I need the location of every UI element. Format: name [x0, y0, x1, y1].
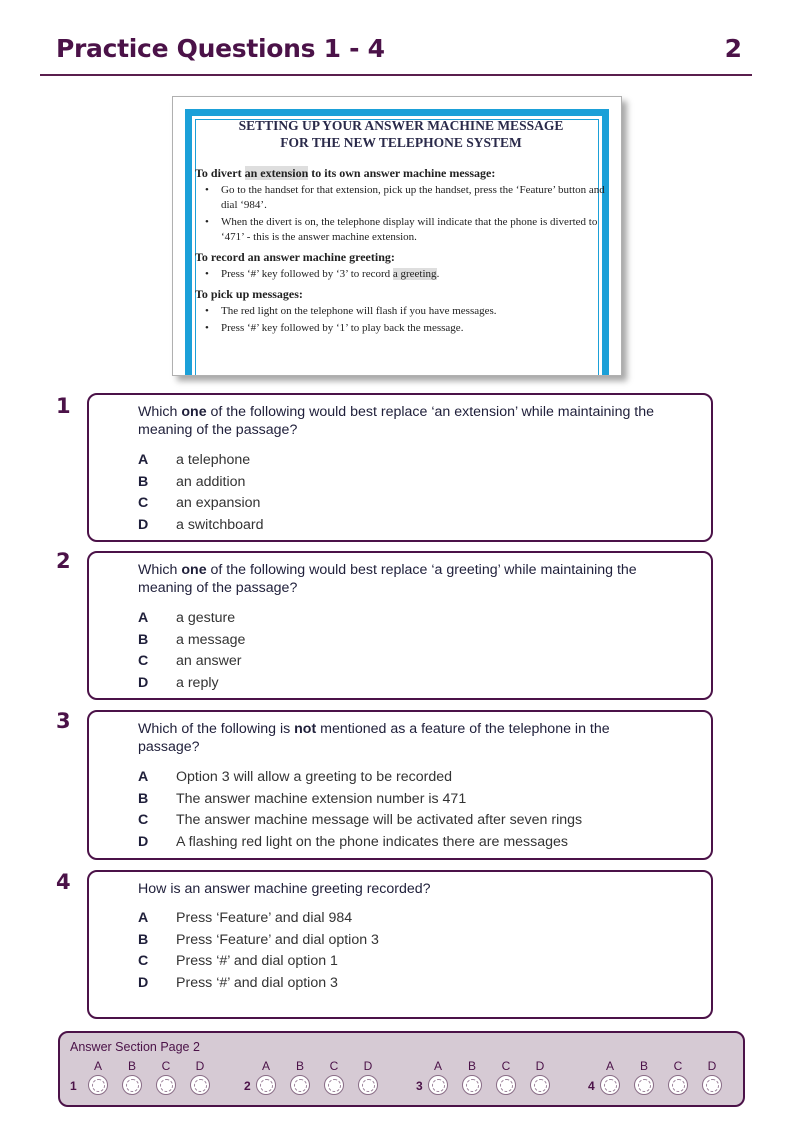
answer-bubble-3a[interactable]	[428, 1075, 448, 1095]
option-text: Press ‘#’ and dial option 3	[176, 975, 338, 992]
option-letter: B	[138, 473, 149, 490]
notice-bullet: • Press ‘#’ key followed by ‘1’ to play back the message.	[195, 321, 607, 336]
option-text: a message	[176, 631, 246, 648]
option-text: an expansion	[176, 495, 261, 512]
notice-content	[195, 117, 607, 340]
question-emphasis: one	[181, 562, 207, 578]
answer-group-1	[70, 1059, 220, 1099]
answer-column-a	[256, 1059, 276, 1095]
option-letter: A	[138, 769, 149, 785]
answer-bubble-3d[interactable]	[530, 1075, 550, 1095]
bubble-letter: C	[501, 1059, 511, 1073]
answer-bubble-4b[interactable]	[634, 1075, 654, 1095]
passage-notice	[172, 96, 622, 376]
answer-column-d	[530, 1059, 550, 1095]
question-text-part: Which	[138, 562, 182, 578]
bubble-letter: C	[161, 1059, 171, 1073]
option-letter: C	[138, 495, 149, 512]
question-text	[138, 720, 631, 756]
bubble-letter: B	[639, 1059, 648, 1073]
answer-bubble-3b[interactable]	[462, 1075, 482, 1095]
bubble-letter: D	[195, 1059, 205, 1073]
notice-bullet: • When the divert is on, the telephone display will indicate that the phone is diverted to ‘471’ - this is the answer machine extension.	[195, 215, 607, 245]
option-letter: A	[138, 452, 149, 468]
option-letter: A	[138, 610, 149, 626]
page-title: Practice Questions 1 - 4	[56, 34, 385, 63]
answer-column-b	[122, 1059, 142, 1095]
answer-bubble-4c[interactable]	[668, 1075, 688, 1095]
option-letter: C	[138, 812, 149, 829]
question-number: 1	[56, 394, 71, 418]
question-text-part: of the following would best replace ‘a greeting’ while maintaining the meaning of the passage?	[138, 562, 637, 596]
bullet-text: .	[436, 268, 440, 280]
answer-bubble-4d[interactable]	[702, 1075, 722, 1095]
answer-group-2	[244, 1059, 394, 1099]
question-text-part: of the following would best replace ‘an extension’ while maintaining the meaning of the passage?	[138, 404, 655, 438]
notice-heading-record: To record an answer machine greeting:	[195, 250, 395, 264]
bubble-letter: A	[433, 1059, 442, 1073]
question-emphasis: not	[294, 721, 317, 737]
question-text: How is an answer machine greeting recorded?	[138, 881, 431, 897]
option-c[interactable]	[138, 493, 264, 515]
answer-bubble-4a[interactable]	[600, 1075, 620, 1095]
question-text	[138, 403, 687, 439]
option-a[interactable]	[138, 608, 245, 630]
option-b[interactable]	[138, 789, 582, 811]
answer-column-d	[702, 1059, 722, 1095]
bubble-letter: D	[535, 1059, 545, 1073]
option-letter: D	[138, 675, 149, 692]
answer-question-number: 3	[416, 1079, 423, 1093]
answer-question-number: 2	[244, 1079, 251, 1093]
option-c[interactable]	[138, 951, 379, 973]
answer-column-a	[88, 1059, 108, 1095]
option-b[interactable]	[138, 930, 379, 952]
option-text: Option 3 will allow a greeting to be recorded	[176, 769, 453, 785]
page-number: 2	[724, 34, 742, 63]
notice-list-divert	[195, 183, 607, 245]
option-list	[138, 767, 582, 854]
option-d[interactable]	[138, 673, 245, 695]
bubble-letter: A	[605, 1059, 614, 1073]
answer-bubble-1a[interactable]	[88, 1075, 108, 1095]
option-text: Press ‘#’ and dial option 1	[176, 953, 338, 970]
notice-heading-pickup: To pick up messages:	[195, 287, 303, 301]
option-letter: C	[138, 653, 149, 670]
answer-column-d	[190, 1059, 210, 1095]
bubble-letter: A	[93, 1059, 102, 1073]
option-letter: D	[138, 975, 149, 992]
answer-bubble-3c[interactable]	[496, 1075, 516, 1095]
option-text: Press ‘Feature’ and dial 984	[176, 910, 353, 926]
option-letter: B	[138, 931, 149, 948]
option-c[interactable]	[138, 651, 245, 673]
notice-list-pickup	[195, 304, 607, 336]
highlighted-phrase: a greeting	[392, 268, 437, 280]
option-text: a switchboard	[176, 517, 264, 534]
option-letter: A	[138, 910, 149, 926]
option-text: The answer machine extension number is 471	[176, 790, 467, 807]
answer-bubble-2a[interactable]	[256, 1075, 276, 1095]
bubble-letter: B	[295, 1059, 304, 1073]
notice-heading-divert	[195, 165, 607, 181]
option-d[interactable]	[138, 515, 264, 537]
question-card-3	[87, 710, 713, 860]
answer-column-b	[462, 1059, 482, 1095]
answer-column-a	[600, 1059, 620, 1095]
answer-column-c	[156, 1059, 176, 1095]
question-number: 2	[56, 549, 71, 573]
option-list	[138, 608, 245, 695]
option-letter: D	[138, 834, 149, 851]
option-letter: C	[138, 953, 149, 970]
answer-column-b	[634, 1059, 654, 1095]
option-letter: B	[138, 790, 149, 807]
option-letter: D	[138, 517, 149, 534]
heading-text: To divert	[195, 166, 245, 180]
answer-question-number: 1	[70, 1079, 77, 1093]
bubble-letter: B	[467, 1059, 476, 1073]
option-a[interactable]	[138, 908, 379, 930]
bubble-letter: C	[673, 1059, 683, 1073]
notice-bullet: • The red light on the telephone will flash if you have messages.	[195, 304, 607, 319]
option-text: The answer machine message will be activated after seven rings	[176, 812, 583, 829]
question-card-4	[87, 870, 713, 1019]
heading-text: to its own answer machine message:	[308, 166, 496, 180]
option-b[interactable]	[138, 472, 264, 494]
page-header	[40, 28, 752, 76]
option-text: a telephone	[176, 452, 251, 468]
answer-section	[58, 1031, 745, 1107]
notice-title-line-2: FOR THE NEW TELEPHONE SYSTEM	[280, 135, 522, 150]
answer-bubble-1b[interactable]	[122, 1075, 142, 1095]
notice-bullet	[195, 267, 607, 282]
option-d[interactable]	[138, 832, 582, 854]
question-card-2	[87, 551, 713, 700]
bubble-letter: D	[707, 1059, 717, 1073]
option-list	[138, 908, 379, 995]
question-card-1	[87, 393, 713, 542]
highlighted-phrase: an extension	[244, 166, 309, 180]
question-text-part: mentioned as a feature of the telephone in the passage?	[138, 721, 610, 755]
answer-bubble-2c[interactable]	[324, 1075, 344, 1095]
notice-list-record	[195, 267, 607, 282]
answer-bubble-1c[interactable]	[156, 1075, 176, 1095]
question-text	[138, 561, 687, 597]
answer-bubble-2d[interactable]	[358, 1075, 378, 1095]
option-a[interactable]	[138, 767, 582, 789]
question-emphasis: one	[181, 404, 207, 420]
answer-column-c	[496, 1059, 516, 1095]
answer-question-number: 4	[588, 1079, 595, 1093]
answer-column-a	[428, 1059, 448, 1095]
answer-bubble-2b[interactable]	[290, 1075, 310, 1095]
bubble-letter: D	[363, 1059, 373, 1073]
option-text: an addition	[176, 473, 246, 490]
question-text-part: Which of the following is	[138, 721, 295, 737]
answer-column-d	[358, 1059, 378, 1095]
notice-title-line-1: SETTING UP YOUR ANSWER MACHINE MESSAGE	[238, 118, 564, 133]
answer-bubble-1d[interactable]	[190, 1075, 210, 1095]
notice-title	[195, 117, 607, 151]
bubble-letter: B	[127, 1059, 136, 1073]
bullet-text: Press ‘#’ key followed by ‘3’ to record	[221, 268, 393, 280]
bubble-letter: C	[329, 1059, 339, 1073]
option-c[interactable]	[138, 810, 582, 832]
notice-bullet: • Go to the handset for that extension, pick up the handset, press the ‘Feature’ button and dial ‘984’.	[195, 183, 607, 213]
question-text-part: Which	[138, 404, 182, 420]
option-text: Press ‘Feature’ and dial option 3	[176, 931, 379, 948]
answer-column-c	[668, 1059, 688, 1095]
option-text: an answer	[176, 653, 242, 670]
answer-column-b	[290, 1059, 310, 1095]
option-letter: B	[138, 631, 149, 648]
answer-group-4	[588, 1059, 738, 1099]
option-d[interactable]	[138, 973, 379, 995]
answer-section-title: Answer Section Page 2	[70, 1040, 200, 1054]
bubble-letter: A	[261, 1059, 270, 1073]
question-number: 4	[56, 870, 71, 894]
answer-group-3	[416, 1059, 566, 1099]
answer-column-c	[324, 1059, 344, 1095]
option-text: a reply	[176, 675, 219, 692]
option-text: a gesture	[176, 610, 236, 626]
option-text: A flashing red light on the phone indicates there are messages	[176, 834, 568, 851]
option-a[interactable]	[138, 450, 264, 472]
question-number: 3	[56, 709, 71, 733]
option-b[interactable]	[138, 630, 245, 652]
option-list	[138, 450, 264, 537]
